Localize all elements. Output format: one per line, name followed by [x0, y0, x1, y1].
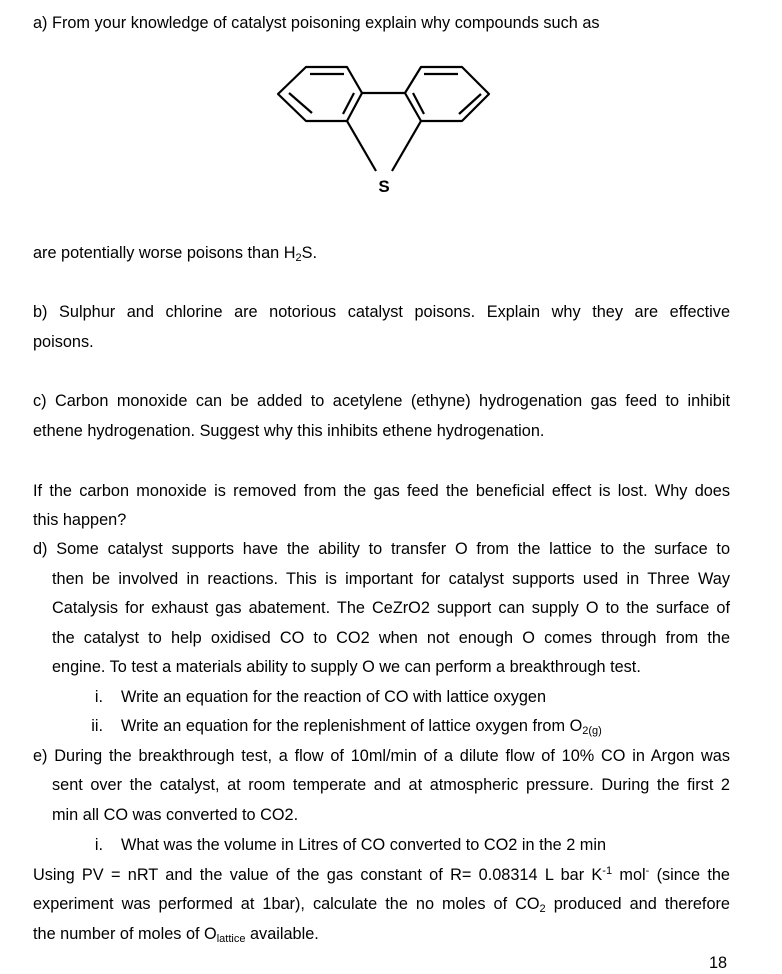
question-e-line-6: the number of moles of $O_{lattice}$ available. — [33, 925, 319, 945]
question-e-line-3: min all CO was converted to CO2. — [52, 806, 299, 824]
question-c-line-3: If the carbon monoxide is removed from the gas feed the beneficial effect is lost. Why does — [33, 482, 730, 500]
question-d-line-2: then be involved in reactions. This is important for catalyst supports used in Three Way — [52, 570, 730, 588]
question-e-line-1: e) During the breakthrough test, a flow of 10ml/min of a dilute flow of 10% CO in Argon was — [33, 747, 730, 765]
question-e-item-1: i. What was the volume in Litres of CO converted to CO2 in the 2 min — [94, 836, 607, 854]
question-d-item-2: ii. Write an equation for the replenishment of lattice oxygen from $O_{2(g)}$ — [91, 717, 602, 737]
question-d-line-5: engine. To test a materials ability to supply O we can perform a breakthrough test. — [52, 658, 641, 676]
question-b-line-2: poisons. — [33, 333, 94, 351]
question-d-item-1: i. Write an equation for the reaction of CO with lattice oxygen — [94, 688, 547, 706]
question-d-line-3: Catalysis for exhaust gas abatement. The CeZrO2 support can supply O to the surface of — [52, 599, 730, 617]
question-d-line-1: d) Some catalyst supports have the ability to transfer O from the lattice to the surface to — [33, 540, 730, 558]
question-b-line-1: b) Sulphur and chlorine are notorious catalyst poisons. Explain why they are effective — [33, 303, 730, 321]
question-c-line-2: ethene hydrogenation. Suggest why this inhibits ethene hydrogenation. — [33, 422, 545, 440]
sulfur-atom-label: S — [378, 177, 390, 196]
question-e-line-2: sent over the catalyst, at room temperate and at atmospheric pressure. During the first 2 — [52, 776, 730, 794]
dibenzothiophene-structure — [270, 60, 510, 200]
question-a-followup: are potentially worse poisons than $H_2S$. — [33, 244, 317, 264]
question-c-line-4: this happen? — [33, 511, 127, 529]
question-c-line-1: c) Carbon monoxide can be added to acetylene (ethyne) hydrogenation gas feed to inhibit — [33, 392, 730, 410]
question-a-intro: a) From your knowledge of catalyst poisoning explain why compounds such as — [33, 14, 600, 32]
page-number: 18 — [709, 954, 728, 972]
question-d-line-4: the catalyst to help oxidised CO to CO2 when not enough O comes through from the — [52, 629, 730, 647]
question-e-line-4: Using PV = nRT and the value of the gas constant of R= 0.08314 L bar $K^{-1}$ mol- (since the — [33, 865, 730, 884]
question-e-line-5: experiment was performed at 1bar), calculate the no moles of $CO_2$ produced and therefore — [33, 895, 730, 915]
